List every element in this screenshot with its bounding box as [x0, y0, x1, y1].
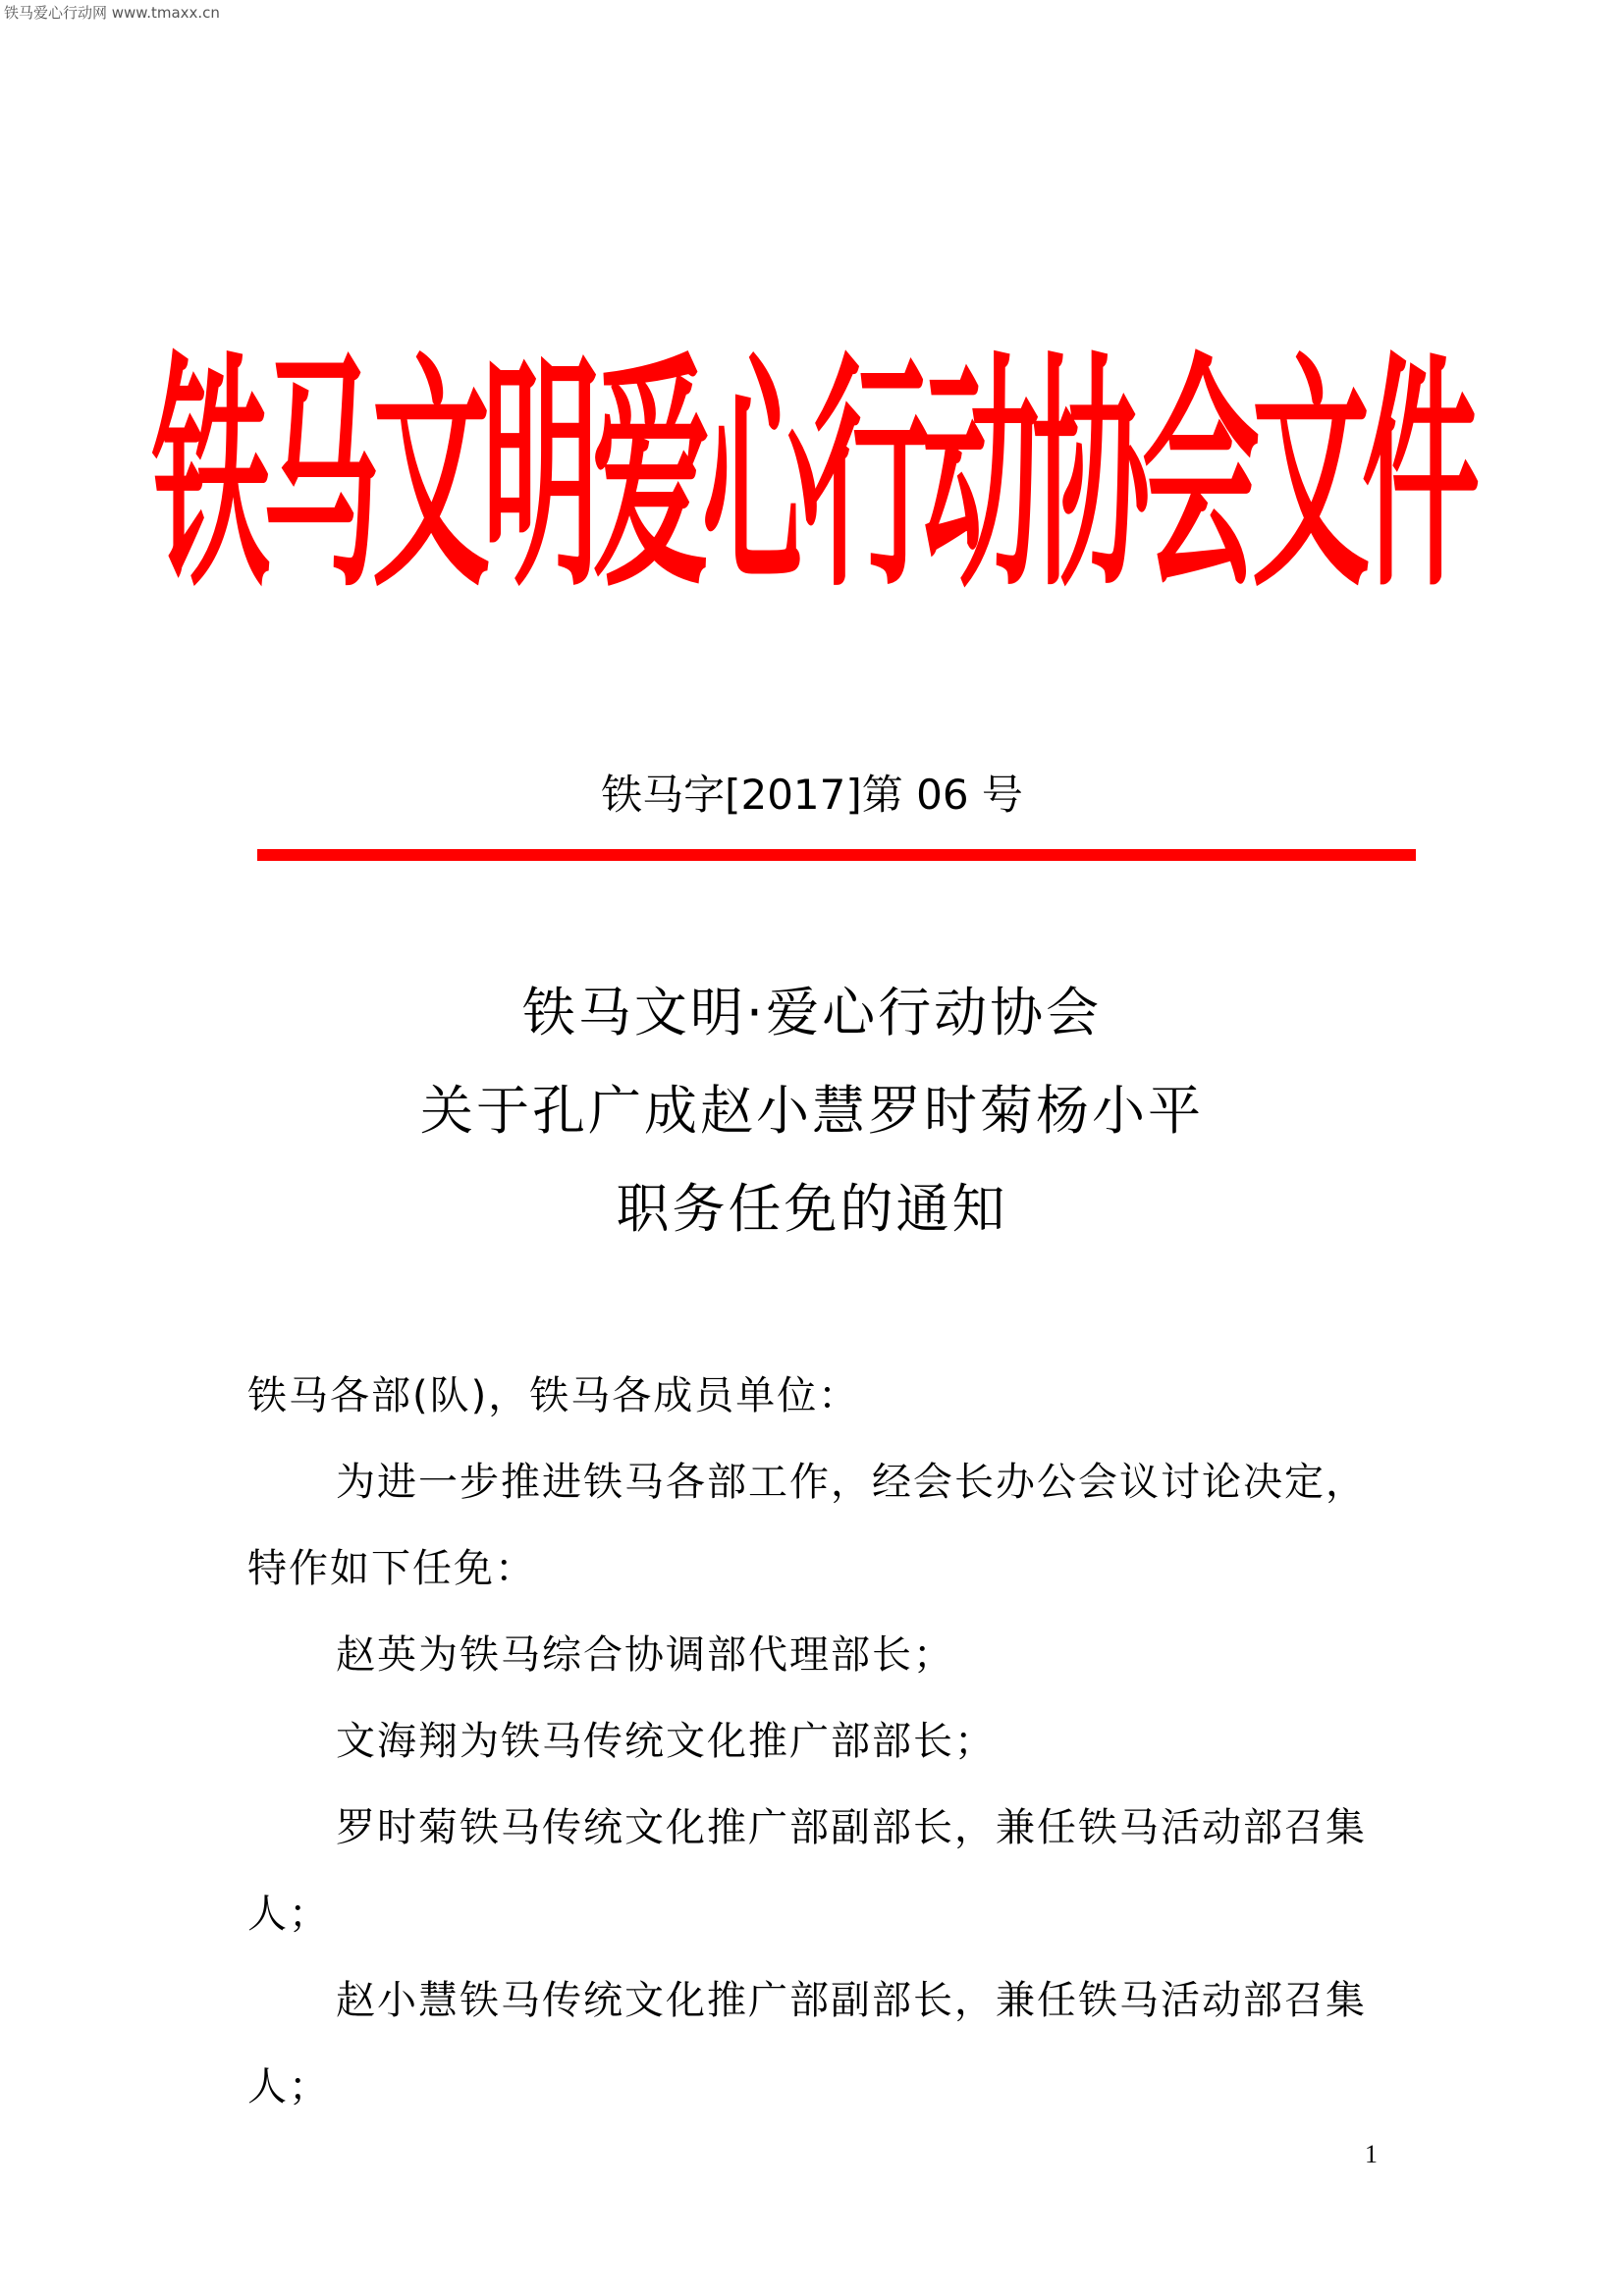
appointment-item: 赵小慧铁马传统文化推广部副部长，兼任铁马活动部召集人； — [247, 1978, 1367, 2109]
document-masthead — [0, 334, 1624, 628]
masthead-title: 铁马文明爱心行动协会文件 — [152, 335, 1472, 621]
appointment-item: 罗时菊铁马传统文化推广部副部长，兼任铁马活动部召集人； — [247, 1805, 1367, 1937]
appointment-item: 赵英为铁马综合协调部代理部长； — [336, 1632, 954, 1678]
title-line-2: 关于孔广成赵小慧罗时菊杨小平 — [420, 1080, 1204, 1142]
intro-paragraph: 为进一步推进铁马各部工作，经会长办公会议讨论决定，特作如下任免： — [247, 1460, 1367, 1591]
appointment-item: 文海翔为铁马传统文化推广部部长； — [336, 1719, 996, 1764]
notice-body — [247, 1353, 1386, 2130]
site-watermark: 铁马爱心行动网 www.tmaxx.cn — [4, 4, 220, 22]
red-divider-line — [257, 849, 1416, 861]
notice-title — [0, 964, 1624, 1258]
page-number: 1 — [1365, 2140, 1378, 2168]
document-number: 铁马字[2017]第 06 号 — [601, 771, 1023, 819]
title-line-3: 职务任免的通知 — [616, 1178, 1008, 1240]
salutation: 铁马各部(队)，铁马各成员单位： — [247, 1373, 860, 1418]
title-line-1: 铁马文明·爱心行动协会 — [521, 982, 1103, 1043]
